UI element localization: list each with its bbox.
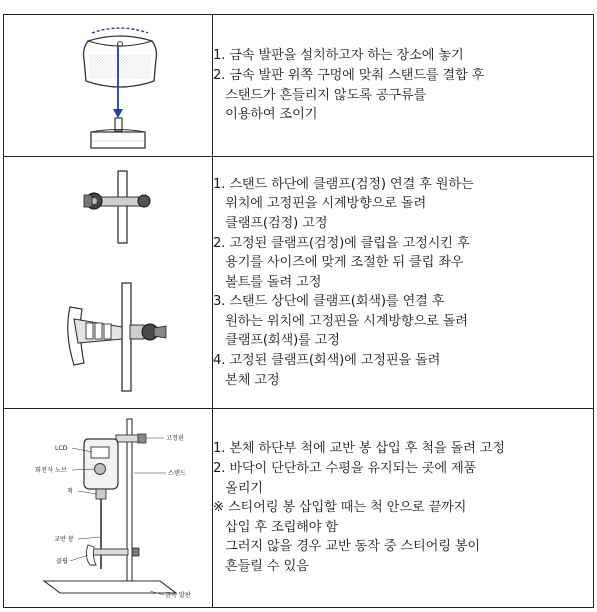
step-line: 흔들릴 수 있음 xyxy=(213,558,309,574)
label-stand: 스탠드 xyxy=(168,470,186,477)
dashed-outline xyxy=(92,28,148,33)
step-line: 원하는 위치에 고정핀을 시계방향으로 돌려 xyxy=(213,313,468,329)
step-text-1 xyxy=(213,15,594,157)
figure-cell-clamps xyxy=(4,157,213,409)
clamp-figure xyxy=(4,157,212,408)
step-text-2 xyxy=(213,157,594,409)
stand-pole xyxy=(127,419,132,587)
step-line: 1. 스탠드 하단에 클램프(검정) 연결 후 원하는 xyxy=(213,176,474,192)
label-knob: 회전식 노브 xyxy=(35,467,67,474)
step-line: 삽입 후 조립해야 함 xyxy=(213,519,338,535)
figure-cell-assembly xyxy=(4,409,213,608)
step-line: 올리기 xyxy=(213,480,263,496)
stand-foot xyxy=(91,132,145,148)
step-line: 위치에 고정핀을 시계방향으로 돌려 xyxy=(213,196,427,212)
stand-rod-upper xyxy=(118,171,127,243)
step-line: 클램프(검정) 고정 xyxy=(213,215,328,231)
step-line: 스탠드가 흔들리지 않도록 공구류를 xyxy=(213,87,427,103)
instruction-table xyxy=(3,14,594,608)
label-base: 금속 발판 xyxy=(165,592,191,599)
step-line: 본체 고정 xyxy=(213,372,280,388)
label-clip: 클립 xyxy=(56,558,68,565)
step-line: 볼트를 돌려 고정 xyxy=(213,274,322,290)
step-row-1 xyxy=(4,15,594,157)
step-line: 클램프(회색)를 고정 xyxy=(213,333,340,349)
label-lcd: LCD xyxy=(55,445,68,452)
step-line: 4. 고정된 클램프(회색)에 고정핀을 돌려 xyxy=(213,353,441,369)
rotary-knob-icon xyxy=(95,464,106,475)
insert-arrow-head xyxy=(113,109,123,118)
label-pin: 고정핀 xyxy=(166,435,184,442)
metal-base xyxy=(44,581,176,593)
step-line: 2. 바닥이 단단하고 수평을 유지되는 곳에 제품 xyxy=(213,461,477,477)
pin-icon xyxy=(138,434,146,443)
lcd-screen xyxy=(91,447,109,458)
assembly-figure xyxy=(4,409,212,607)
step-line: 2. 금속 발판 위쪽 구멍에 맞춰 스탠드를 결합 후 xyxy=(213,67,485,83)
step-line: 1. 본체 하단부 척에 교반 봉 삽입 후 척을 돌려 고정 xyxy=(213,441,505,457)
step-line: 이용하여 조이기 xyxy=(213,107,318,123)
figure-cell-base xyxy=(4,15,213,157)
step-line: 2. 고정된 클램프(검정)에 클립을 고정시킨 후 xyxy=(213,235,470,251)
label-rod: 교반 봉 xyxy=(54,536,74,543)
step-text-3 xyxy=(213,409,594,608)
step-row-2 xyxy=(4,157,594,409)
step-line: ※ 스티어링 봉 삽입할 때는 척 안으로 끝까지 xyxy=(213,500,467,516)
step-line: 3. 스탠드 상단에 클램프(회색)를 연결 후 xyxy=(213,294,445,310)
base-texture xyxy=(89,55,151,79)
step-line: 용기를 사이즈에 맞게 조절한 뒤 클립 좌우 xyxy=(213,255,464,271)
label-chuck: 척 xyxy=(67,488,73,495)
step-line: 그러지 않을 경우 교반 동작 중 스티어링 봉이 xyxy=(213,539,481,555)
clamp-black-bar xyxy=(96,197,144,206)
chuck-part xyxy=(96,489,106,499)
clamp-black-knob-right xyxy=(138,195,150,207)
step-line: 1. 금속 발판을 설치하고자 하는 장소에 놓기 xyxy=(213,48,464,64)
base-mount-figure xyxy=(4,15,212,156)
step-row-3 xyxy=(4,409,594,608)
